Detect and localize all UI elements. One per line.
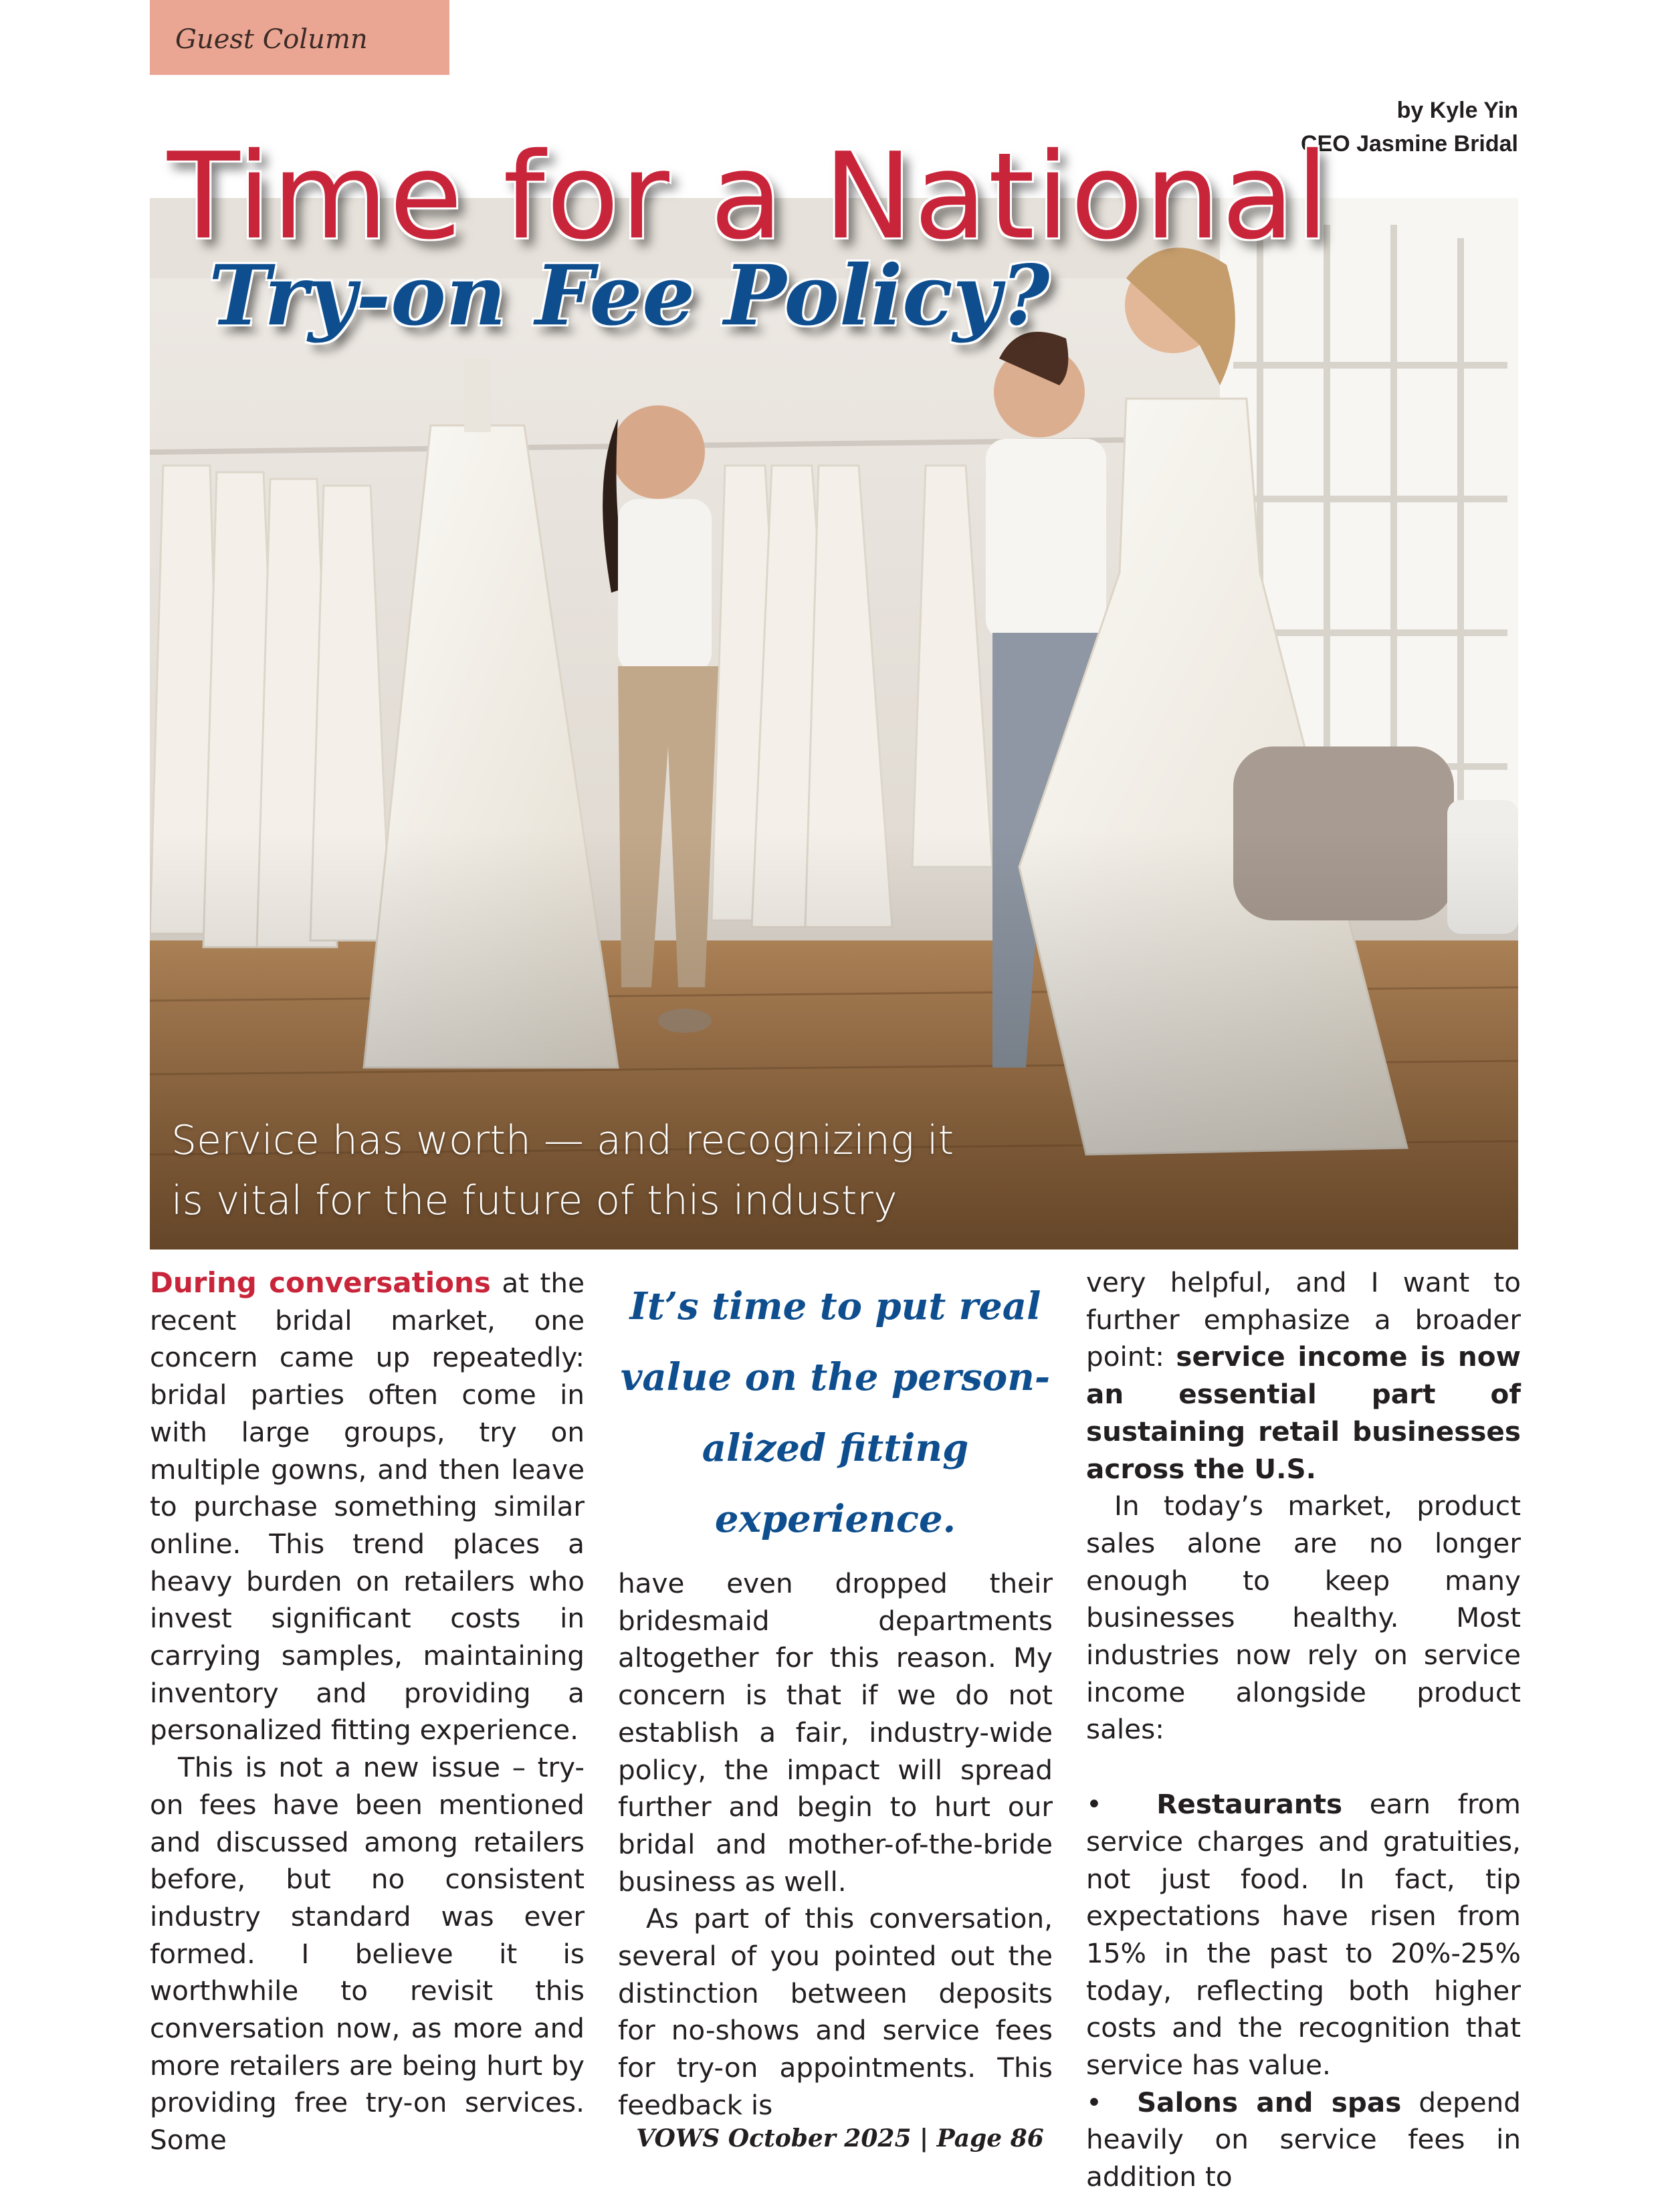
- byline-author: by Kyle Yin: [1396, 98, 1518, 123]
- emphasis-text: service income is now an essential part of sustaining retail businesses across the U.S.: [1086, 1340, 1521, 1485]
- photo-subtitle: [171, 1110, 1041, 1231]
- pull-quote: [618, 1271, 1053, 1555]
- byline-title: CEO Jasmine Bridal: [1300, 131, 1518, 157]
- section-tab: [150, 0, 449, 75]
- hero-photo: [150, 198, 1518, 1250]
- paragraph: As part of this conversation, several of you pointed out the distinction between deposits for no-shows and service fees for try-on appointments. This feedback is: [618, 1902, 1053, 2121]
- page-footer: VOWS October 2025 | Page 86: [636, 2124, 1044, 2153]
- paragraph-text: at the recent bridal market, one concern came up repeatedly: bridal parties often come in with large groups, try on multiple gowns, and then leave to purchase something similar online. This trend places a heavy burden on retailers who invest significant costs in carrying samples, maintaining inventory and providing a personalized fitting experience.: [150, 1267, 585, 1746]
- bullet-text: depend heavily on service fees in addition to: [1086, 2086, 1521, 2193]
- bullet-item: • Salons and spas depend heavily on service fees in addition to: [1086, 2086, 1521, 2193]
- paragraph: In today’s market, product sales alone are no longer enough to keep many businesses healthy. Most industries now rely on service income alongside product sales:: [1086, 1490, 1521, 1746]
- pull-quote-line: value on the person-: [620, 1355, 1051, 1399]
- pull-quote-line: alized fitting: [702, 1426, 969, 1470]
- bullet-term: Salons and spas: [1136, 2086, 1402, 2118]
- paragraph: This is not a new issue – try-on fees have been mentioned and discussed among retailers before, but no consistent industry standard was ever formed. I believe it is worthwhile to revisit this conversation now, as more and more retailers are being hurt by providing free try-on services. Some: [150, 1751, 585, 2157]
- paragraph-text: very helpful, and I want to further emphasize a broader point:: [1086, 1266, 1521, 1373]
- bullet-item: • Restaurants earn from service charges and gratuities, not just food. In fact, tip expectations have risen from 15% in the past to 20%-25% today, reflecting both higher costs and the recognition that service has value.: [1086, 1788, 1521, 2082]
- headline-line-1: Time for a National: [167, 127, 1330, 266]
- pull-quote-line: It’s time to put real: [629, 1284, 1041, 1328]
- paragraph: [1086, 1264, 1521, 1488]
- article-column-3: [1086, 1264, 1521, 2196]
- lead-in: During conversations: [150, 1266, 491, 1299]
- article-column-1: [150, 1264, 585, 2159]
- headline-line-2: Try-on Fee Policy?: [209, 247, 1050, 344]
- subtitle-line-2: is vital for the future of this industry: [171, 1177, 898, 1224]
- bullet-text: earn from service charges and gratuities, not just food. In fact, tip expectations have risen from 15% in the past to 20%-25% today, reflecting both higher costs and the recognition that service has value.: [1086, 1788, 1521, 2082]
- subtitle-line-1: Service has worth — and recognizing it: [171, 1117, 954, 1164]
- section-label: Guest Column: [175, 24, 368, 55]
- paragraph: have even dropped their bridesmaid departments altogether for this reason. My concern is that if we do not establish a fair, industry-wide policy, the impact will spread further and begin to hurt our bridal and mother-of-the-bride business as well.: [618, 1567, 1053, 1898]
- pull-quote-line: experience.: [714, 1497, 956, 1541]
- paragraph: [150, 1264, 585, 1749]
- bullet-term: Restaurants: [1156, 1788, 1343, 1821]
- article-column-2: [618, 1565, 1053, 2124]
